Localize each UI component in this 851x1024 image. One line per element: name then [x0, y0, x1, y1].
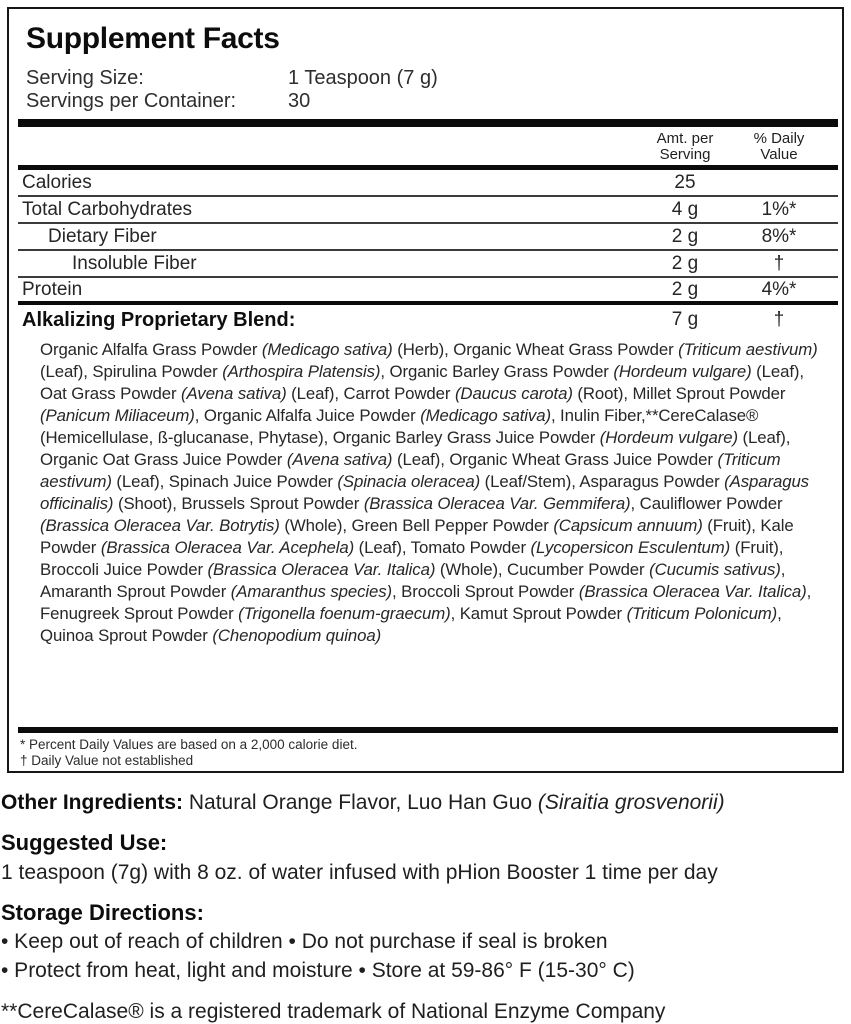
row-protein: [18, 278, 838, 305]
serving-size-value: 1 Teaspoon (7 g): [288, 67, 438, 89]
row-alkalizing-proprietary-blend: [18, 305, 838, 335]
row-dietary-fiber: [18, 224, 838, 251]
daily-value: 8%*: [761, 225, 797, 247]
daily-value: 1%*: [761, 198, 797, 220]
supplement-facts-panel: [7, 7, 844, 773]
footnote-daily-value-not-established: † Daily Value not established: [20, 752, 194, 768]
panel-footer: [9, 727, 842, 768]
amount-header-line1: Amt. per: [656, 130, 714, 147]
daily-value: 4%*: [761, 278, 797, 300]
nutrient-name: Protein: [22, 278, 83, 300]
footnotes: [9, 733, 842, 768]
suggested-use-heading: Suggested Use:: [1, 830, 168, 855]
serving-size-row: [26, 67, 842, 90]
row-calories: [18, 170, 838, 197]
storage-directions-heading: Storage Directions:: [1, 900, 204, 925]
other-ingredients-label: Other Ingredients:: [1, 791, 184, 814]
amount-header-line2: Serving: [659, 145, 711, 163]
daily-value: †: [773, 309, 785, 330]
serving-size-label: Serving Size:: [26, 67, 144, 89]
nutrient-name: Dietary Fiber: [48, 225, 157, 247]
serving-info: [26, 67, 842, 113]
amount-value: 2 g: [671, 278, 699, 300]
footnote-percent-daily-value: * Percent Daily Values are based on a 2,000 calorie diet.: [20, 737, 358, 752]
row-total-carbohydrates: [18, 197, 838, 224]
amount-column-header: [650, 131, 720, 162]
storage-bullet-1: • Keep out of reach of children • Do not purchase if seal is broken: [1, 930, 608, 953]
servings-per-container-value: 30: [288, 90, 311, 112]
column-headers: [18, 127, 838, 165]
suggested-use-text: 1 teaspoon (7g) with 8 oz. of water infused with pHion Booster 1 time per day: [1, 861, 718, 884]
daily-header-line1: % Daily: [753, 130, 805, 147]
servings-per-container-row: [26, 90, 842, 113]
amount-value: 25: [674, 171, 696, 193]
blend-title: Alkalizing Proprietary Blend:: [22, 308, 296, 331]
storage-bullet-2: • Protect from heat, light and moisture • Store at 59-86° F (15-30° C): [1, 959, 635, 982]
header-spacer: [18, 131, 650, 162]
servings-per-container-label: Servings per Container:: [26, 90, 237, 112]
amount-value: 4 g: [671, 198, 699, 220]
nutrient-name: Total Carbohydrates: [22, 198, 193, 220]
thick-divider-top: [18, 119, 838, 127]
amount-value: 2 g: [671, 252, 699, 274]
other-ingredients-line: [1, 789, 848, 816]
daily-header-line2: Value: [760, 145, 798, 163]
other-ingredients-value: Natural Orange Flavor, Luo Han Guo (Siraitia grosvenorii): [183, 791, 725, 814]
panel-title: Supplement Facts: [26, 22, 280, 55]
daily-value-column-header: [720, 131, 838, 162]
amount-value: 2 g: [671, 225, 699, 247]
daily-value: †: [773, 252, 785, 274]
amount-value: 7 g: [671, 309, 699, 330]
nutrient-name: Insoluble Fiber: [72, 252, 197, 274]
blend-ingredients-text: Organic Alfalfa Grass Powder (Medicago sativa) (Herb), Organic Wheat Grass Powder (Triticum aestivum) (Leaf), Spirulina Powder (Arthospira Platensis), Organic Barley Grass Powder (Hordeum vulgare) (Leaf), Oat Grass Powder (Avena sativa) (Leaf), Carrot Powder (Daucus carota) (Root), Millet Sprout Powder (Panicum Miliaceum), Organic Alfalfa Juice Powder (Medicago sativa), Inulin Fiber,**CereCalase® (Hemicellulase, ß-glucanase, Phytase), Organic Barley Grass Juice Powder (Hordeum vulgare) (Leaf), Organic Oat Grass Juice Powder (Avena sativa) (Leaf), Organic Wheat Grass Juice Powder (Triticum aestivum) (Leaf), Spinach Juice Powder (Spinacia oleracea) (Leaf/Stem), Asparagus Powder (Asparagus officinalis) (Shoot), Brussels Sprout Powder (Brassica Oleracea Var. Gemmifera), Cauliflower Powder (Brassica Oleracea Var. Botrytis) (Whole), Green Bell Pepper Powder (Capsicum annuum) (Fruit), Kale Powder (Brassica Oleracea Var. Acephela) (Leaf), Tomato Powder (Lycopersicon Esculentum) (Fruit), Broccoli Juice Powder (Brassica Oleracea Var. Italica) (Whole), Cucumber Powder (Cucumis sativus), Amaranth Sprout Powder (Amaranthus species), Broccoli Sprout Powder (Brassica Oleracea Var. Italica), Fenugreek Sprout Powder (Trigonella foenum-graecum), Kamut Sprout Powder (Triticum Polonicum), Quinoa Sprout Powder (Chenopodium quinoa): [40, 340, 818, 645]
nutrient-name: Calories: [22, 171, 92, 193]
row-insoluble-fiber: [18, 251, 838, 278]
cerecalase-trademark-note: **CereCalase® is a registered trademark of National Enzyme Company: [1, 1000, 666, 1023]
label-lower-text: [1, 779, 848, 1024]
